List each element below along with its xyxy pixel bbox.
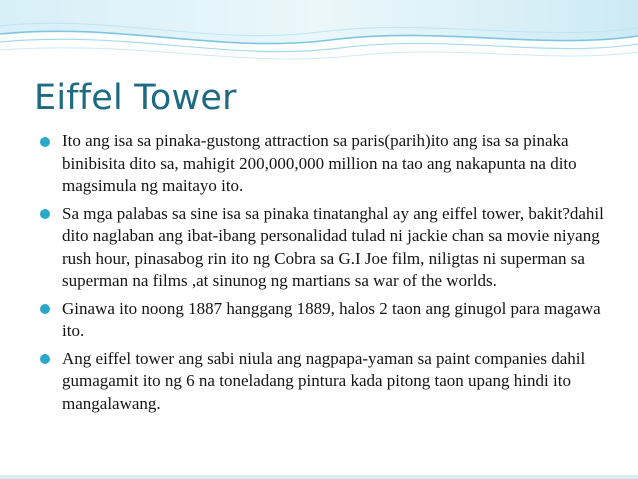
bullet-text: Ginawa ito noong 1887 hanggang 1889, halos 2 taon ang ginugol para magawa ito. xyxy=(62,298,601,340)
bullet-list xyxy=(38,130,608,420)
bullet-dot-icon xyxy=(40,137,50,147)
bullet-item xyxy=(38,203,608,293)
bullet-text: Ito ang isa sa pinaka-gustong attraction sa paris(parih)ito ang isa sa pinaka binibisita dito sa, mahigit 200,000,000 million na tao ang nakapunta na dito magsimula ng maitayo ito. xyxy=(62,131,577,195)
bullet-text: Sa mga palabas sa sine isa sa pinaka tinatanghal ay ang eiffel tower, bakit?dahil dito naglaban ang ibat-ibang personalidad tulad ni jackie chan sa movie niyang rush hour, pinasabog rin ito ng Cobra sa G.I Joe film, niligtas ni superman sa superman na films ,at sinunog ng martians sa war of the worlds. xyxy=(62,203,604,290)
bullet-dot-icon xyxy=(40,209,50,219)
bullet-text: Ang eiffel tower ang sabi niula ang nagpapa-yaman sa paint companies dahil gumagamit ito ng 6 na toneladang pintura kada pitong taon upang hindi ito mangalawang. xyxy=(62,348,586,413)
bullet-dot-icon xyxy=(40,304,50,314)
bullet-item xyxy=(38,130,608,198)
bullet-dot-icon xyxy=(40,354,50,364)
header-wave-decoration xyxy=(0,0,638,72)
bottom-decoration xyxy=(0,475,638,479)
bullet-item xyxy=(38,348,608,416)
bullet-item xyxy=(38,298,608,343)
slide-title: Eiffel Tower xyxy=(34,78,237,118)
